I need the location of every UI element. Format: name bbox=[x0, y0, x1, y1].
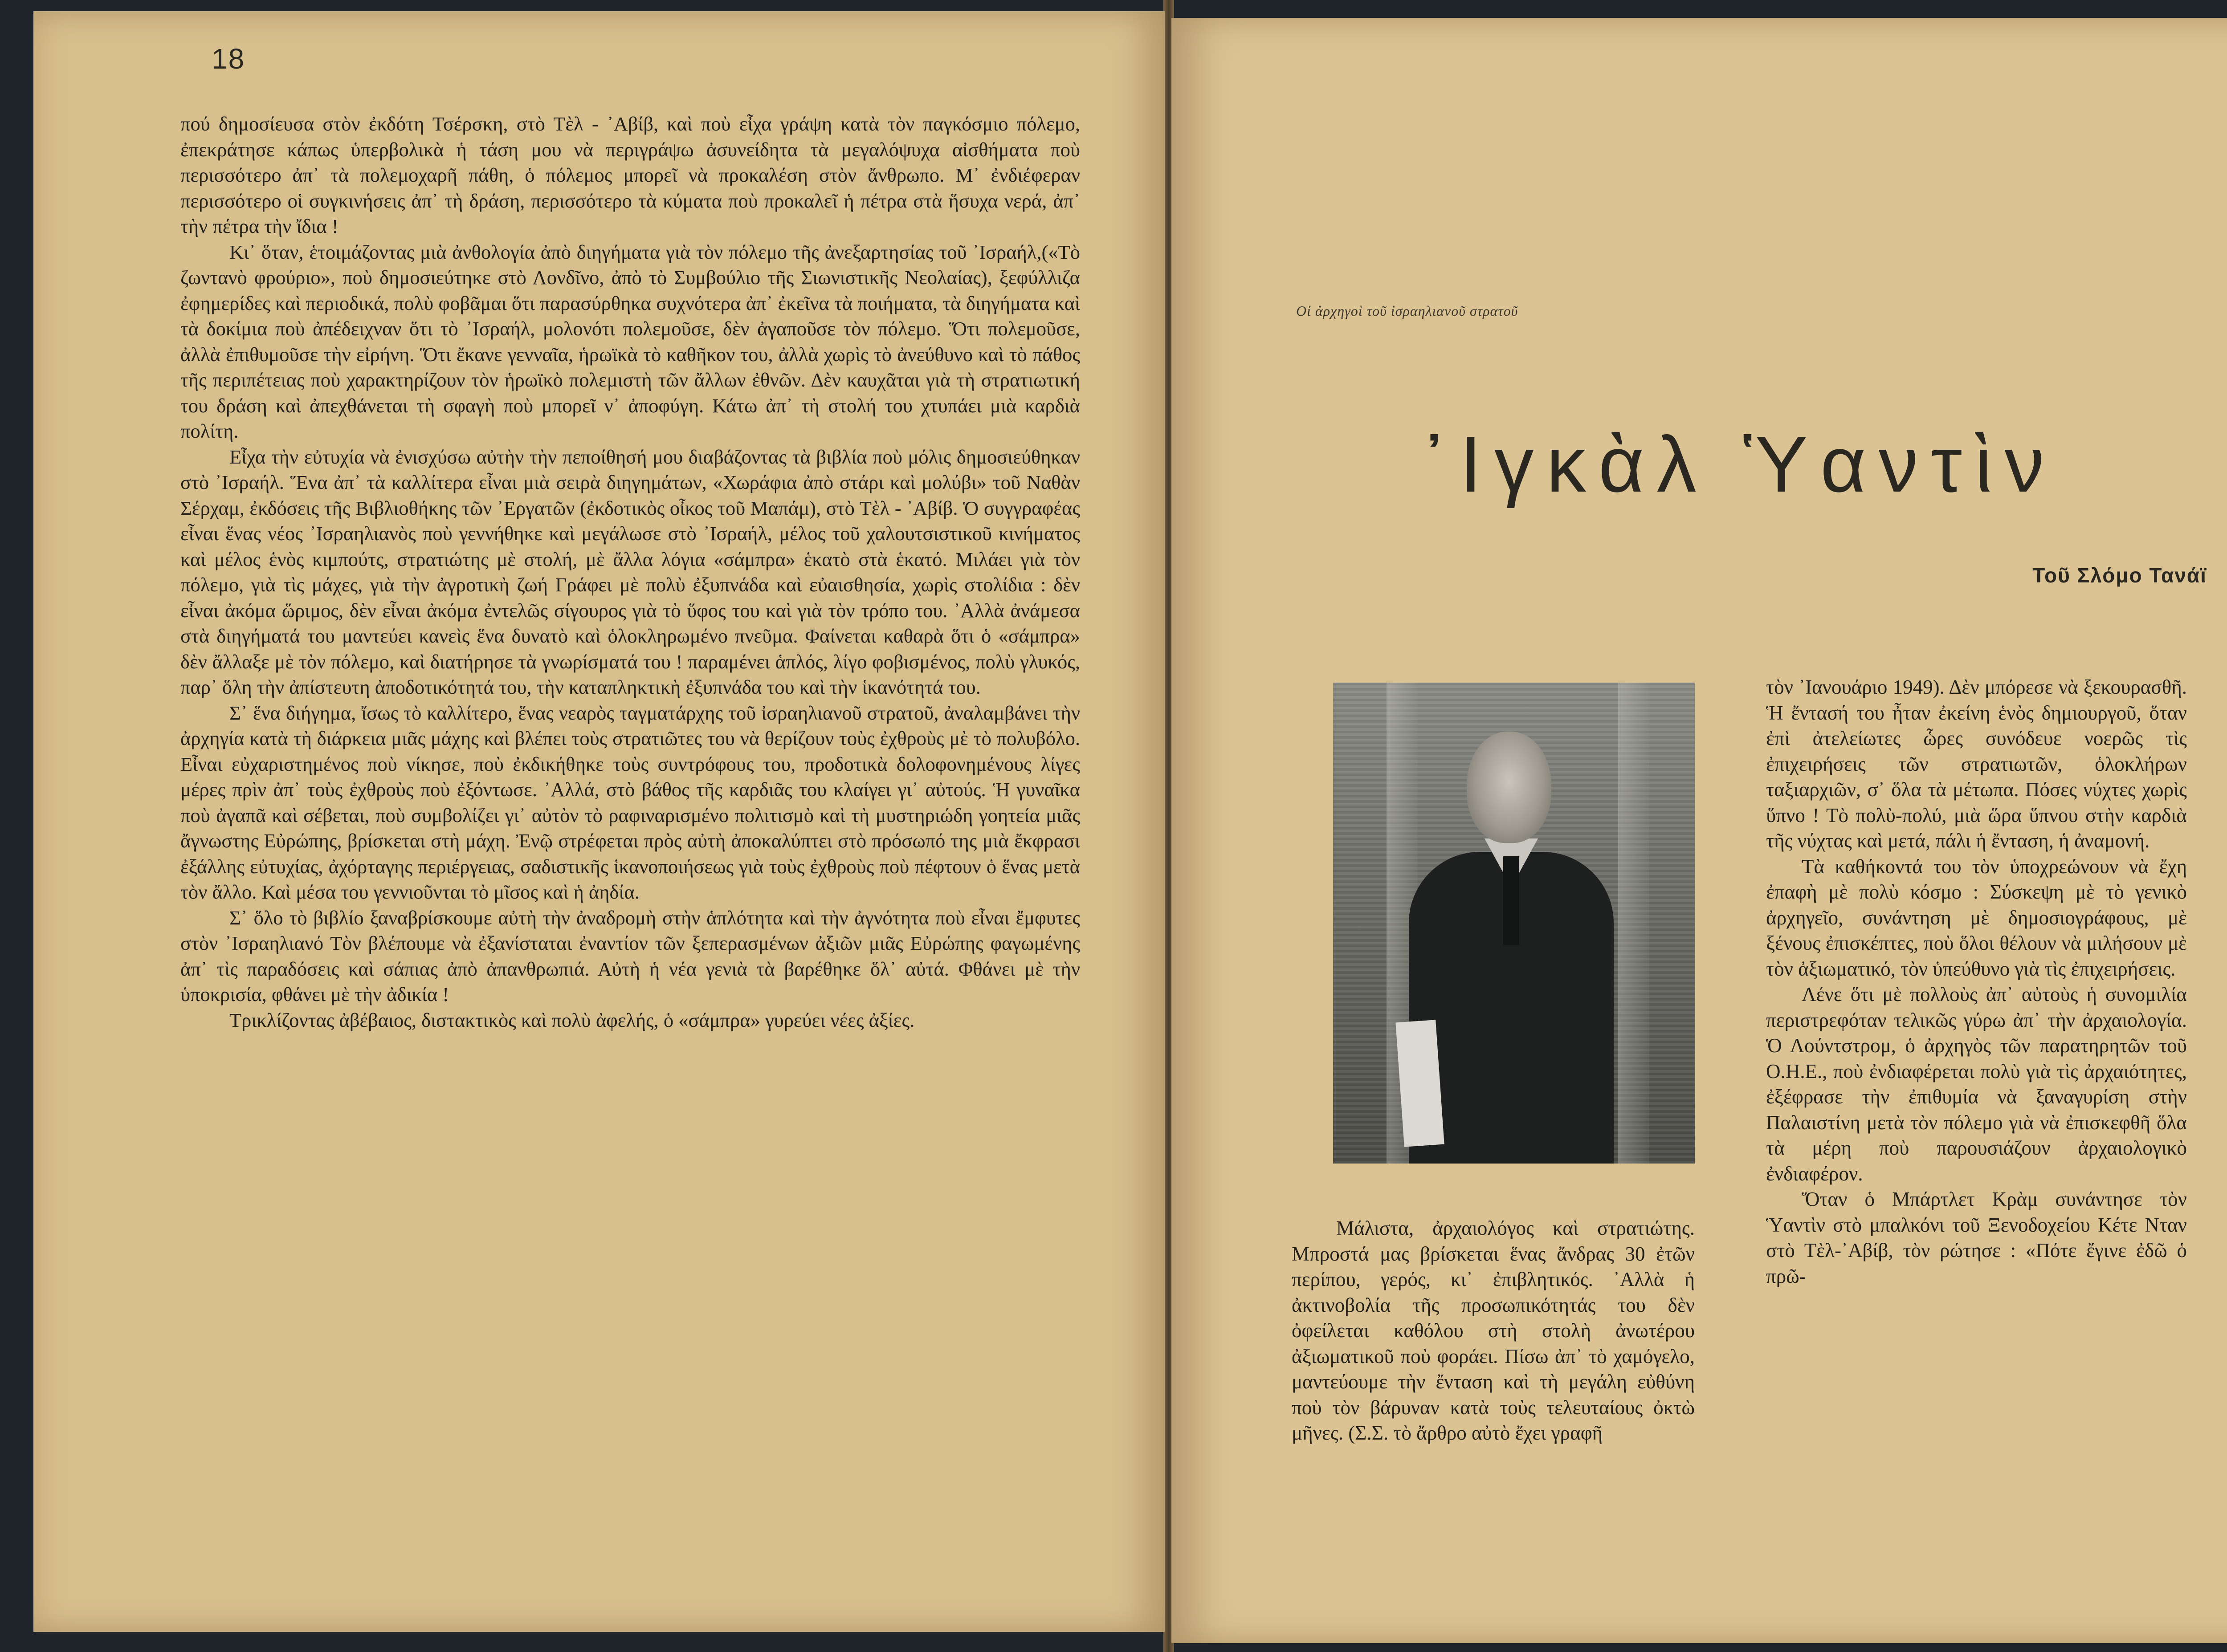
paragraph: Σ᾿ ὅλο τὸ βιβλίο ξαναβρίσκουμε αὐτὴ τὴν ἀναδρομὴ στὴν ἁπλότητα καὶ τὴν ἀγνότητα ποὺ εἶναι ἔμφυτες στὸν ᾿Ισραηλιανό Τὸν βλέπουμε νὰ ἐξανίσταται ἐναντίον τῶν ξεπερασμένων ἀξιῶν μιᾶς Εὐρώπης φαγωμένης ἀπ᾿ τὶς παραδόσεις καὶ σάπιας ἀπὸ ἀπανθρωπιά. Αὐτὴ ἡ νέα γενιὰ τὰ βαρέθηκε ὅλ᾿ αὐτά. Φθάνει μὲ τὴν ὑποκρισία, φθάνει μὲ τὴν ἀδικία ! bbox=[180, 906, 1080, 1005]
article-column-right bbox=[1766, 675, 2187, 1289]
paragraph: Μάλιστα, ἀρχαιολόγος καὶ στρατιώτης. Μπροστά μας βρίσκεται ἕνας ἄνδρας 30 ἐτῶν περίπου, γερός, κι᾿ ἐπιβλητικός. ᾿Αλλὰ ἡ ἀκτινοβολία τῆς προσωπικότητάς του δὲν ὀφείλεται καθόλου στὴ στολὴ ἀνωτέρου ἀξιωματικοῦ ποὺ φοράει. Πίσω ἀπ᾿ τὸ χαμόγελο, μαντεύουμε τὴν ἔνταση καὶ τὴ μεγάλη εὐθύνη ποὺ τὸν βάρυναν κατὰ τοὺς τελευταίους ὀκτὼ μῆνες. (Σ.Σ. τὸ ἄρθρο αὐτὸ ἔχει γραφῆ bbox=[1292, 1217, 1695, 1444]
author-byline: Τοῦ Σλόμο Τανάϊ bbox=[2032, 564, 2207, 587]
paragraph: Τρικλίζοντας ἀβέβαιος, διστακτικὸς καὶ πολὺ ἀφελής, ὁ «σάμπρα» γυρεύει νέες ἀξίες. bbox=[229, 1009, 915, 1031]
paragraph: πού δημοσίευσα στὸν ἐκδότη Τσέρσκη, στὸ Τὲλ - ᾿Αβίβ, καὶ ποὺ εἶχα γράψη κατὰ τὸν παγκόσμιο πόλεμο, ἐπεκράτησε κάπως ὑπερβολικὰ ἡ τάση μου νὰ περιγράψω ἀσυνείδητα τὰ μεγαλόψυχα αἰσθήματα ποὺ περισσότερο ἀπ᾿ τὰ πολεμοχαρῆ πάθη, ὁ πόλεμος μπορεῖ νὰ προκαλέση στὸν ἄνθρωπο. Μ᾿ ἐνδιέφεραν περισσότερο οἱ συγκινήσεις ἀπ᾿ τὴ δράση, περισσότερο τὰ κύματα ποὺ προκαλεῖ ἡ πέτρα στὰ ἥσυχα νερά, ἀπ᾿ τὴν πέτρα τὴν ἴδια ! bbox=[180, 113, 1080, 237]
photo-caption: Οἱ ἀρχηγοὶ τοῦ ἰσραηλιανοῦ στρατοῦ bbox=[1296, 303, 1518, 319]
left-page bbox=[33, 11, 1165, 1632]
paragraph: Ὅταν ὁ Μπάρτλετ Κρὰμ συνάντησε τὸν Ὑαντὶν στὸ μπαλκόνι τοῦ Ξενοδοχείου Κέτε Νταν στὸ Τὲλ-᾿Αβίβ, τὸν ρώτησε : «Πότε ἔγινε ἐδῶ ὁ πρῶ- bbox=[1766, 1188, 2187, 1287]
right-page bbox=[1171, 18, 2227, 1643]
paragraph: Τὰ καθήκοντά του τὸν ὑποχρεώνουν νὰ ἔχη ἐπαφὴ μὲ πολὺ κόσμο : Σύσκεψη μὲ τὸ γενικὸ ἀρχηγεῖο, συνάντηση μὲ δημοσιογράφους, μὲ ξένους ἐπισκέπτες, ποὺ ὅλοι θέλουν νὰ μιλήσουν μὲ τὸν ἀξιωματικό, τὸν ὑπεύθυνο γιὰ τὶς ἐπιχειρήσεις. bbox=[1766, 855, 2187, 980]
article-continuation-text bbox=[180, 111, 1080, 1033]
article-title: ᾿Ιγκὰλ Ὑαντὶν bbox=[1421, 420, 2057, 509]
paragraph: τὸν ᾿Ιανουάριο 1949). Δὲν μπόρεσε νὰ ξεκουρασθῆ. Ἡ ἔντασή του ἦταν ἐκείνη ἑνὸς δημιουργοῦ, ὅταν ἐπὶ ἀτελείωτες ὧρες συνόδευε νοερῶς τὶς ἐπιχειρήσεις τῶν στρατιωτῶν, ὁλοκλήρων ταξιαρχιῶν, σ᾿ ὅλα τὰ μέτωπα. Πόσες νύχτες χωρὶς ὕπνο ! Τὸ πολὺ-πολύ, μιὰ ὥρα ὕπνου στὴν καρδιὰ τῆς νύχτας καὶ μετά, πάλι ἡ ἔνταση, ἡ ἀναμονή. bbox=[1766, 676, 2187, 852]
page-number: 18 bbox=[212, 43, 245, 75]
paragraph: Εἶχα τὴν εὐτυχία νὰ ἐνισχύσω αὐτὴν τὴν πεποίθησή μου διαβάζοντας τὰ βιβλία ποὺ μόλις δημοσιεύθηκαν στὸ ᾿Ισραήλ. Ἕνα ἀπ᾿ τὰ καλλίτερα εἶναι μιὰ σειρὰ διηγημάτων, «Χωράφια ἀπὸ στάρι καὶ μολύβι» τοῦ Ναθὰν Σέρχαμ, ἐκδόσεις τῆς Βιβλιοθήκης τῶν ᾿Εργατῶν (ἐκδοτικὸς οἶκος τοῦ Μαπάμ), στὸ Τὲλ - ᾿Αβίβ. Ὁ συγγραφέας εἶναι ἕνας νέος ᾿Ισραηλιανὸς ποὺ γεννήθηκε καὶ μεγάλωσε στὸ ᾿Ισραήλ, μέλος τοῦ χαλουτσιστικοῦ κινήματος καὶ μέλος ἑνὸς κιμπούτς, στρατιώτης μὲ στολή, μὲ ἄλλα λόγια «σάμπρα» ἑκατὸ στὰ ἑκατό. Μιλάει γιὰ τὸν πόλεμο, γιὰ τὶς μάχες, γιὰ τὴν ἀγροτικὴ ζωή Γράφει μὲ πολὺ ἐξυπνάδα καὶ εὐαισθησία, χωρὶς στολίδια : δὲν εἶναι ἀκόμα ὥριμος, δὲν εἶναι ἀκόμα ἐντελῶς σίγουρος γιὰ τὸ ὕφος του καὶ γιὰ τὸν τρόπο του. ᾿Αλλὰ ἀνάμεσα στὰ διηγήματά του μαντεύει κανεὶς ἕνα δυνατὸ καὶ ὁλοκληρωμένο πνεῦμα. Φαίνεται καθαρὰ ὅτι ὁ «σάμπρα» δὲν ἄλλαξε μὲ τὸν πόλεμο, καὶ διατήρησε τὰ γνωρίσματά του ! παραμένει ἁπλός, λίγο φοβισμένος, πολὺ γλυκός, παρ᾿ ὅλη τὴν ἀπίστευτη ἀποδοτικότητά του, τὴν καταπληκτικὴ ἐξυπνάδα του καὶ τὴν ἱκανότητά του. bbox=[180, 445, 1080, 698]
paragraph: Λένε ὅτι μὲ πολλοὺς ἀπ᾿ αὐτοὺς ἡ συνομιλία περιστρεφόταν τελικῶς γύρω ἀπ᾿ τὴν ἀρχαιολογία. Ὁ Λούντστρομ, ὁ ἀρχηγὸς τῶν παρατηρητῶν τοῦ Ο.Η.Ε., ποὺ ἐνδιαφέρεται πολὺ γιὰ τὶς ἀρχαιότητες, ἐξέφρασε τὴν ἐπιθυμία νὰ ξαναγυρίση στὴν Παλαιστίνη μετὰ τὸν πόλεμο γιὰ νὰ ἐπισκεφθῆ ὅλα τὰ μέρη ποὺ παρουσιάζουν ἀρχαιολογικὸ ἐνδιαφέρον. bbox=[1766, 983, 2187, 1185]
article-column-left bbox=[1292, 1216, 1695, 1446]
paragraph: Σ᾿ ἕνα διήγημα, ἴσως τὸ καλλίτερο, ἕνας νεαρὸς ταγματάρχης τοῦ ἰσραηλιανοῦ στρατοῦ, ἀναλαμβάνει τὴν ἀρχηγία κατὰ τὴ διάρκεια μιᾶς μάχης καὶ βλέπει τοὺς στρατιῶτες του νὰ θερίζουν τοὺς ἐχθροὺς μὲ τὸ πολυβόλο. Εἶναι εὐχαριστημένος ποὺ νίκησε, ποὺ ἐκδικήθηκε τοὺς συντρόφους του, προδοτικὰ δολοφονημένους λίγες μέρες πρὶν ἀπ᾿ τοὺς ἐχθροὺς ποὺ ἐξόντωσε. ᾿Αλλά, στὸ βάθος τῆς καρδιᾶς του κλαίγει γι᾿ αὐτούς. Ἡ γυναῖκα ποὺ ἀγαπᾶ καὶ σέβεται, ποὺ συμβολίζει γι᾿ αὐτὸν τὸ ραφιναρισμένο πολιτισμὸ καὶ τὴ μυστηριώδη γοητεία μιᾶς ἄγνωστης Εὐρώπης, βρίσκεται στὴ μάχη. Ἐνῷ στρέφεται πρὸς αὐτὴ ἀποκαλύπτει στὸ πρόσωπό της μιὰ ἔκφρασι ἐξάλλης εὐτυχίας, ἀχόρταγης περιέργειας, σαδιστικῆς ἱκανοποιήσεως γιὰ τοὺς ἐχθροὺς ποὺ πέφτουν ὁ ἕνας μετὰ τὸν ἄλλο. Καὶ μέσα του γεννιοῦνται τὸ μῖσος καὶ ἡ ἀηδία. bbox=[180, 701, 1080, 903]
portrait-photo bbox=[1333, 683, 1695, 1164]
paragraph: Κι᾿ ὅταν, ἑτοιμάζοντας μιὰ ἀνθολογία ἀπὸ διηγήματα γιὰ τὸν πόλεμο τῆς ἀνεξαρτησίας τοῦ ᾿Ισραήλ,(«Τὸ ζωντανὸ φρούριο», ποὺ δημοσιεύτηκε στὸ Λονδῖνο, ἀπὸ τὸ Συμβούλιο τῆς Σιωνιστικῆς Νεολαίας), ξεφύλλιζα ἐφημερίδες καὶ περιοδικά, πολὺ φοβᾶμαι ὅτι παρασύρθηκα συχνότερα ἀπ᾿ ἐκεῖνα τὰ ποιήματα, τὰ διηγήματα καὶ τὰ δοκίμια ποὺ ἀπέδειχναν ὅτι τὸ ᾿Ισραήλ, μολονότι πολεμοῦσε, δὲν ἀγαποῦσε τὸν πόλεμο. Ὅτι πολεμοῦσε, ἀλλὰ ἐπιθυμοῦσε τὴν εἰρήνη. Ὅτι ἔκανε γενναῖα, ἡρωϊκὰ τὸ καθῆκον του, ἀλλὰ χωρὶς τὸ ἀνεύθυνο καὶ τὸ πάθος τῆς περιπέτειας ποὺ χαρακτηρίζουν τὸν ἡρωϊκὸ πολεμιστὴ τῶν ἄλλων ἐθνῶν. Δὲν καυχᾶται γιὰ τὴ στρατιωτική του δράση καὶ ἀπεχθάνεται τὴ σφαγὴ ποὺ μπορεῖ ν᾿ ἀποφύγη. Κάτω ἀπ᾿ τὴ στολή του χτυπάει μιὰ καρδιὰ πολίτη. bbox=[180, 240, 1080, 442]
